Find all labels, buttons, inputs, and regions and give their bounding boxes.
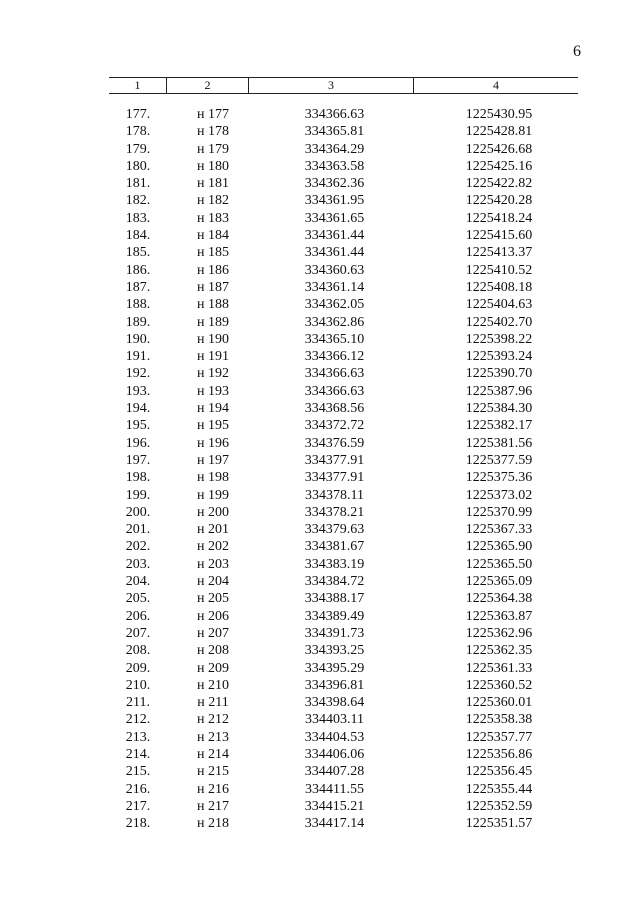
point-id: н 201	[197, 522, 229, 538]
y-coordinate: 1225428.81	[465, 124, 533, 140]
y-coordinate: 1225413.37	[465, 245, 533, 261]
row-number: 202.	[125, 539, 151, 555]
table-row	[109, 677, 578, 694]
y-coordinate: 1225404.63	[465, 297, 533, 313]
table-row	[109, 729, 578, 746]
table-row	[109, 348, 578, 365]
page-number: 6	[573, 43, 581, 60]
x-coordinate: 334378.21	[304, 504, 365, 520]
table-row	[109, 798, 578, 815]
point-id: н 185	[197, 245, 229, 261]
y-coordinate: 1225367.33	[465, 522, 533, 538]
x-coordinate: 334361.44	[304, 228, 365, 244]
row-number: 181.	[125, 176, 151, 192]
table-row	[109, 210, 578, 227]
table-row	[109, 608, 578, 625]
row-number: 206.	[125, 608, 151, 624]
y-coordinate: 1225357.77	[465, 729, 533, 745]
row-number: 182.	[125, 193, 151, 209]
y-coordinate: 1225410.52	[465, 262, 533, 278]
point-id: н 193	[197, 383, 229, 399]
row-number: 211.	[126, 695, 150, 711]
table-row	[109, 123, 578, 140]
x-coordinate: 334361.14	[304, 279, 365, 295]
point-id: н 198	[197, 470, 229, 486]
point-id: н 190	[197, 331, 229, 347]
table-row	[109, 487, 578, 504]
y-coordinate: 1225356.45	[465, 764, 533, 780]
y-coordinate: 1225415.60	[465, 228, 533, 244]
x-coordinate: 334396.81	[304, 677, 365, 693]
y-coordinate: 1225352.59	[465, 798, 533, 814]
row-number: 205.	[125, 591, 151, 607]
point-id: н 196	[197, 435, 229, 451]
table-row	[109, 694, 578, 711]
point-id: н 195	[197, 418, 229, 434]
row-number: 195.	[125, 418, 151, 434]
y-coordinate: 1225360.01	[465, 695, 533, 711]
x-coordinate: 334404.53	[304, 729, 365, 745]
table-row	[109, 331, 578, 348]
table-row	[109, 435, 578, 452]
point-id: н 182	[197, 193, 229, 209]
y-coordinate: 1225351.57	[465, 816, 533, 832]
table-header	[109, 77, 578, 94]
table-row	[109, 556, 578, 573]
x-coordinate: 334366.63	[304, 383, 365, 399]
x-coordinate: 334393.25	[304, 643, 365, 659]
row-number: 194.	[125, 401, 151, 417]
row-number: 214.	[125, 746, 151, 762]
row-number: 193.	[125, 383, 151, 399]
table-row	[109, 383, 578, 400]
x-coordinate: 334411.55	[305, 781, 364, 797]
row-number: 177.	[125, 107, 151, 122]
table-row	[109, 244, 578, 261]
point-id: н 214	[197, 746, 229, 762]
x-coordinate: 334398.64	[304, 695, 365, 711]
x-coordinate: 334360.63	[304, 262, 365, 278]
point-id: н 208	[197, 643, 229, 659]
row-number: 207.	[125, 625, 151, 641]
row-number: 210.	[125, 677, 151, 693]
coordinate-table-body	[109, 106, 578, 832]
row-number: 189.	[125, 314, 151, 330]
table-row	[109, 296, 578, 313]
table-row	[109, 746, 578, 763]
y-coordinate: 1225363.87	[465, 608, 533, 624]
y-coordinate: 1225377.59	[465, 452, 533, 468]
point-id: н 179	[197, 141, 229, 157]
point-id: н 218	[197, 816, 229, 832]
x-coordinate: 334379.63	[304, 522, 365, 538]
x-coordinate: 334395.29	[304, 660, 365, 676]
point-id: н 181	[197, 176, 229, 192]
y-coordinate: 1225382.17	[465, 418, 533, 434]
table-row	[109, 279, 578, 296]
y-coordinate: 1225418.24	[465, 210, 533, 226]
row-number: 212.	[125, 712, 151, 728]
point-id: н 188	[197, 297, 229, 313]
y-coordinate: 1225420.28	[465, 193, 533, 209]
point-id: н 202	[197, 539, 229, 555]
table-row	[109, 763, 578, 780]
row-number: 197.	[125, 452, 151, 468]
x-coordinate: 334363.58	[304, 158, 365, 174]
y-coordinate: 1225370.99	[465, 504, 533, 520]
point-id: н 180	[197, 158, 229, 174]
x-coordinate: 334361.95	[304, 193, 365, 209]
row-number: 217.	[125, 798, 151, 814]
table-row	[109, 314, 578, 331]
point-id: н 212	[197, 712, 229, 728]
point-id: н 186	[197, 262, 229, 278]
row-number: 201.	[125, 522, 151, 538]
x-coordinate: 334365.10	[304, 331, 365, 347]
point-id: н 178	[197, 124, 229, 140]
table-row	[109, 469, 578, 486]
y-coordinate: 1225426.68	[465, 141, 533, 157]
x-coordinate: 334362.86	[304, 314, 365, 330]
table-row	[109, 417, 578, 434]
table-row	[109, 625, 578, 642]
row-number: 204.	[125, 574, 151, 590]
header-col-4: 4	[493, 78, 499, 92]
x-coordinate: 334407.28	[304, 764, 365, 780]
table-row	[109, 642, 578, 659]
y-coordinate: 1225362.96	[465, 625, 533, 641]
point-id: н 215	[197, 764, 229, 780]
point-id: н 194	[197, 401, 229, 417]
table-row	[109, 452, 578, 469]
y-coordinate: 1225390.70	[465, 366, 533, 382]
row-number: 198.	[125, 470, 151, 486]
point-id: н 203	[197, 556, 229, 572]
table-row	[109, 590, 578, 607]
y-coordinate: 1225384.30	[465, 401, 533, 417]
point-id: н 199	[197, 487, 229, 503]
row-number: 196.	[125, 435, 151, 451]
x-coordinate: 334415.21	[304, 798, 365, 814]
row-number: 184.	[125, 228, 151, 244]
row-number: 191.	[125, 349, 151, 365]
point-id: н 197	[197, 452, 229, 468]
table-row	[109, 262, 578, 279]
y-coordinate: 1225362.35	[465, 643, 533, 659]
x-coordinate: 334372.72	[304, 418, 365, 434]
point-id: н 217	[197, 798, 229, 814]
table-row	[109, 538, 578, 555]
header-col-1: 1	[109, 78, 167, 93]
point-id: н 216	[197, 781, 229, 797]
x-coordinate: 334378.11	[305, 487, 364, 503]
row-number: 208.	[125, 643, 151, 659]
row-number: 209.	[125, 660, 151, 676]
point-id: н 206	[197, 608, 229, 624]
x-coordinate: 334361.44	[304, 245, 365, 261]
x-coordinate: 334383.19	[304, 556, 365, 572]
row-number: 187.	[125, 279, 151, 295]
x-coordinate: 334406.06	[304, 746, 365, 762]
x-coordinate: 334389.49	[304, 608, 365, 624]
row-number: 188.	[125, 297, 151, 313]
x-coordinate: 334403.11	[305, 712, 364, 728]
y-coordinate: 1225430.95	[465, 107, 533, 122]
row-number: 200.	[125, 504, 151, 520]
row-number: 180.	[125, 158, 151, 174]
point-id: н 177	[197, 107, 229, 122]
table-row	[109, 504, 578, 521]
table-row	[109, 660, 578, 677]
row-number: 179.	[125, 141, 151, 157]
row-number: 186.	[125, 262, 151, 278]
y-coordinate: 1225408.18	[465, 279, 533, 295]
y-coordinate: 1225387.96	[465, 383, 533, 399]
y-coordinate: 1225365.90	[465, 539, 533, 555]
table-row	[109, 175, 578, 192]
point-id: н 210	[197, 677, 229, 693]
x-coordinate: 334391.73	[304, 625, 365, 641]
y-coordinate: 1225364.38	[465, 591, 533, 607]
table-row	[109, 365, 578, 382]
table-row	[109, 400, 578, 417]
point-id: н 200	[197, 504, 229, 520]
point-id: н 191	[197, 349, 229, 365]
point-id: н 184	[197, 228, 229, 244]
y-coordinate: 1225355.44	[465, 781, 533, 797]
y-coordinate: 1225365.50	[465, 556, 533, 572]
row-number: 213.	[125, 729, 151, 745]
x-coordinate: 334377.91	[304, 470, 365, 486]
x-coordinate: 334362.36	[304, 176, 365, 192]
x-coordinate: 334366.12	[304, 349, 365, 365]
x-coordinate: 334388.17	[304, 591, 365, 607]
table-row	[109, 141, 578, 158]
table-row	[109, 158, 578, 175]
point-id: н 211	[197, 695, 229, 711]
table-row	[109, 573, 578, 590]
x-coordinate: 334376.59	[304, 435, 365, 451]
point-id: н 204	[197, 574, 229, 590]
x-coordinate: 334377.91	[304, 452, 365, 468]
x-coordinate: 334366.63	[304, 107, 365, 122]
table-row	[109, 815, 578, 832]
y-coordinate: 1225398.22	[465, 331, 533, 347]
y-coordinate: 1225373.02	[465, 487, 533, 503]
table-row	[109, 227, 578, 244]
row-number: 218.	[125, 816, 151, 832]
point-id: н 187	[197, 279, 229, 295]
x-coordinate: 334381.67	[304, 539, 365, 555]
y-coordinate: 1225422.82	[465, 176, 533, 192]
x-coordinate: 334362.05	[304, 297, 365, 313]
point-id: н 209	[197, 660, 229, 676]
x-coordinate: 334364.29	[304, 141, 365, 157]
header-col-3: 3	[249, 78, 414, 93]
table-row	[109, 106, 578, 123]
row-number: 183.	[125, 210, 151, 226]
y-coordinate: 1225361.33	[465, 660, 533, 676]
row-number: 199.	[125, 487, 151, 503]
y-coordinate: 1225360.52	[465, 677, 533, 693]
y-coordinate: 1225365.09	[465, 574, 533, 590]
point-id: н 205	[197, 591, 229, 607]
row-number: 192.	[125, 366, 151, 382]
y-coordinate: 1225381.56	[465, 435, 533, 451]
x-coordinate: 334366.63	[304, 366, 365, 382]
row-number: 203.	[125, 556, 151, 572]
y-coordinate: 1225425.16	[465, 158, 533, 174]
x-coordinate: 334365.81	[304, 124, 365, 140]
row-number: 178.	[125, 124, 151, 140]
point-id: н 213	[197, 729, 229, 745]
point-id: н 207	[197, 625, 229, 641]
x-coordinate: 334361.65	[304, 210, 365, 226]
point-id: н 183	[197, 210, 229, 226]
row-number: 190.	[125, 331, 151, 347]
y-coordinate: 1225375.36	[465, 470, 533, 486]
row-number: 216.	[125, 781, 151, 797]
table-row	[109, 521, 578, 538]
table-row	[109, 192, 578, 209]
y-coordinate: 1225358.38	[465, 712, 533, 728]
table-row	[109, 711, 578, 728]
header-col-2: 2	[167, 78, 249, 93]
y-coordinate: 1225402.70	[465, 314, 533, 330]
row-number: 185.	[125, 245, 151, 261]
y-coordinate: 1225356.86	[465, 746, 533, 762]
x-coordinate: 334368.56	[304, 401, 365, 417]
y-coordinate: 1225393.24	[465, 349, 533, 365]
x-coordinate: 334417.14	[304, 816, 365, 832]
table-row	[109, 781, 578, 798]
x-coordinate: 334384.72	[304, 574, 365, 590]
point-id: н 192	[197, 366, 229, 382]
point-id: н 189	[197, 314, 229, 330]
row-number: 215.	[125, 764, 151, 780]
